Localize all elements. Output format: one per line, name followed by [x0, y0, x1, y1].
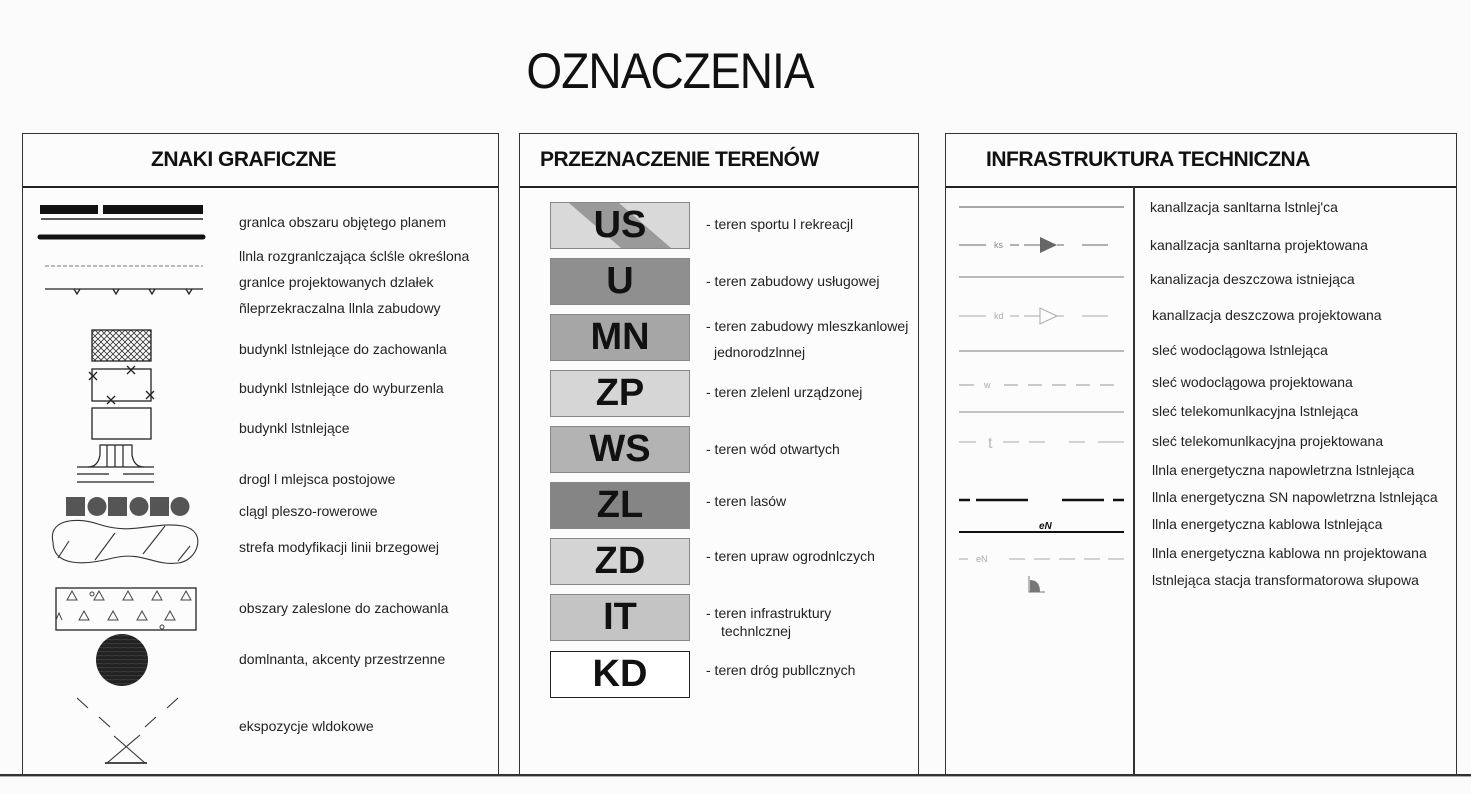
infrastructure-symbols [946, 186, 1133, 606]
zone-label: - teren upraw ogrodnlczych [706, 548, 875, 564]
infrastructure-label: kanalizacja deszczowa istniejąca [1150, 271, 1355, 287]
building-demolish-icon [89, 366, 154, 404]
zone-box-zl [550, 482, 690, 529]
land-use-header: PRZEZNACZENIE TERENÓW [520, 134, 918, 188]
forested-area-icon [56, 588, 196, 630]
graphic-signs-header: ZNAKI GRAFICZNE [23, 134, 498, 188]
power-cable-existing-icon [959, 521, 1124, 532]
storm-planned-line-icon [959, 308, 1108, 324]
power-cable-nn-planned-icon [959, 554, 1124, 564]
graphic-sign-label: strefa modyfikacji linii brzegowej [239, 539, 439, 555]
graphic-sign-label: budynkl lstnlejące do zachowanla [239, 341, 447, 357]
water-planned-line-icon [959, 380, 1114, 390]
graphic-sign-label: obszary zaleslone do zachowanla [239, 600, 449, 616]
line-tag: kd [994, 311, 1004, 321]
line-tag: w [984, 380, 991, 390]
graphic-sign-label: ñleprzekraczalna llnla zabudowy [239, 300, 441, 316]
zone-box-kd [550, 651, 690, 698]
zone-code: ZP [595, 372, 645, 414]
zone-code: MN [590, 316, 650, 358]
infrastructure-label: lstnlejąca stacja transformatorowa słupowa [1152, 572, 1419, 588]
plan-boundary-icon [40, 205, 203, 219]
zone-label: - teren wód otwartych [706, 441, 840, 457]
line-tag: eN [976, 554, 988, 564]
page-title: OZNACZENIA [526, 43, 814, 99]
zone-label: - teren infrastruktury [706, 605, 832, 621]
infrastructure-panel [945, 133, 1457, 775]
zone-box-u [550, 258, 690, 305]
graphic-sign-label: llnla rozgranlczająca śclśle określona [239, 248, 470, 264]
zone-label: - teren sportu l rekreacjl [706, 216, 854, 232]
sanitary-planned-line-icon [959, 237, 1108, 253]
zone-box-mn [550, 314, 690, 361]
zone-label: - teren zlelenl urządzonej [706, 384, 863, 400]
roads-parking-icon [77, 445, 154, 482]
zone-code: KD [592, 653, 648, 695]
zone-box-zp [550, 370, 690, 417]
graphic-sign-label: budynkl lstnlejące [239, 420, 350, 436]
zone-code: U [606, 260, 634, 302]
pole-transformer-icon [1029, 576, 1045, 592]
zone-code: ZD [594, 540, 646, 582]
infrastructure-label: sleć wodoclągowa projektowana [1152, 374, 1353, 390]
graphic-sign-label: ekspozycje wldokowe [239, 718, 374, 734]
infrastructure-label: sleć telekomunlkacyjna projektowana [1152, 433, 1384, 449]
zone-code: ZL [596, 484, 644, 526]
zone-code: IT [603, 596, 637, 638]
zone-box-it [550, 594, 690, 641]
telecom-planned-line-icon [959, 435, 1124, 452]
line-tag: ks [994, 240, 1003, 250]
infrastructure-label: llnla energetyczna SN napowletrzna lstnlejąca [1152, 489, 1438, 505]
building-preserved-icon [92, 330, 151, 361]
zone-box-zd [550, 538, 690, 585]
pedestrian-bike-path-icon [66, 497, 190, 516]
building-existing-icon [92, 408, 151, 439]
infrastructure-label: sleć telekomunlkacyjna lstnlejąca [1152, 403, 1359, 419]
building-line-icon [45, 289, 203, 294]
zone-label: - teren zabudowy usługowej [706, 273, 880, 289]
graphic-sign-label: granlce projektowanych dzlałek [239, 274, 434, 290]
graphic-sign-label: domlnanta, akcenty przestrzenne [239, 651, 446, 667]
zone-code: WS [589, 428, 651, 470]
zone-label: - teren zabudowy mleszkanlowej [706, 318, 909, 334]
line-tag: eN [1039, 521, 1052, 532]
graphic-sign-label: granlca obszaru objętego planem [239, 214, 447, 230]
zone-label-cont: jednorodzlnnej [714, 344, 806, 360]
infrastructure-label: kanallzacja deszczowa projektowana [1152, 307, 1382, 323]
dominant-accent-icon [96, 634, 148, 686]
zone-label: - teren dróg publlcznych [706, 662, 856, 678]
infrastructure-label: llnla energetyczna kablowa lstnlejąca [1152, 516, 1383, 532]
zone-label-cont: technlcznej [721, 623, 792, 639]
line-tag: t [988, 435, 993, 452]
shoreline-zone-icon [52, 520, 197, 563]
infrastructure-header: INFRASTRUKTURA TECHNICZNA [946, 134, 1456, 188]
graphic-sign-label: budynkl lstnlejące do wyburzenla [239, 380, 444, 396]
zone-code: US [593, 204, 647, 246]
infrastructure-label: kanallzacja sanltarna projektowana [1150, 237, 1368, 253]
view-exposure-icon [77, 698, 178, 763]
infrastructure-label: sleć wodoclągowa lstnlejąca [1152, 342, 1328, 358]
infrastructure-label: kanallzacja sanltarna lstnlej'ca [1150, 199, 1338, 215]
column-divider [1133, 186, 1135, 775]
infrastructure-label: llnla energetyczna kablowa nn projektowana [1152, 545, 1427, 561]
bottom-border-shadow [0, 776, 1471, 777]
zone-box-us [550, 202, 690, 249]
land-use-panel [519, 133, 919, 775]
graphic-sign-label: drogl l mlejsca postojowe [239, 471, 396, 487]
infrastructure-label: llnla energetyczna napowletrzna lstnlejąca [1152, 462, 1415, 478]
graphic-signs-panel [22, 133, 499, 775]
zone-box-ws [550, 426, 690, 473]
graphic-sign-label: clągl pleszo-rowerowe [239, 503, 378, 519]
zone-label: - teren lasów [706, 493, 787, 509]
